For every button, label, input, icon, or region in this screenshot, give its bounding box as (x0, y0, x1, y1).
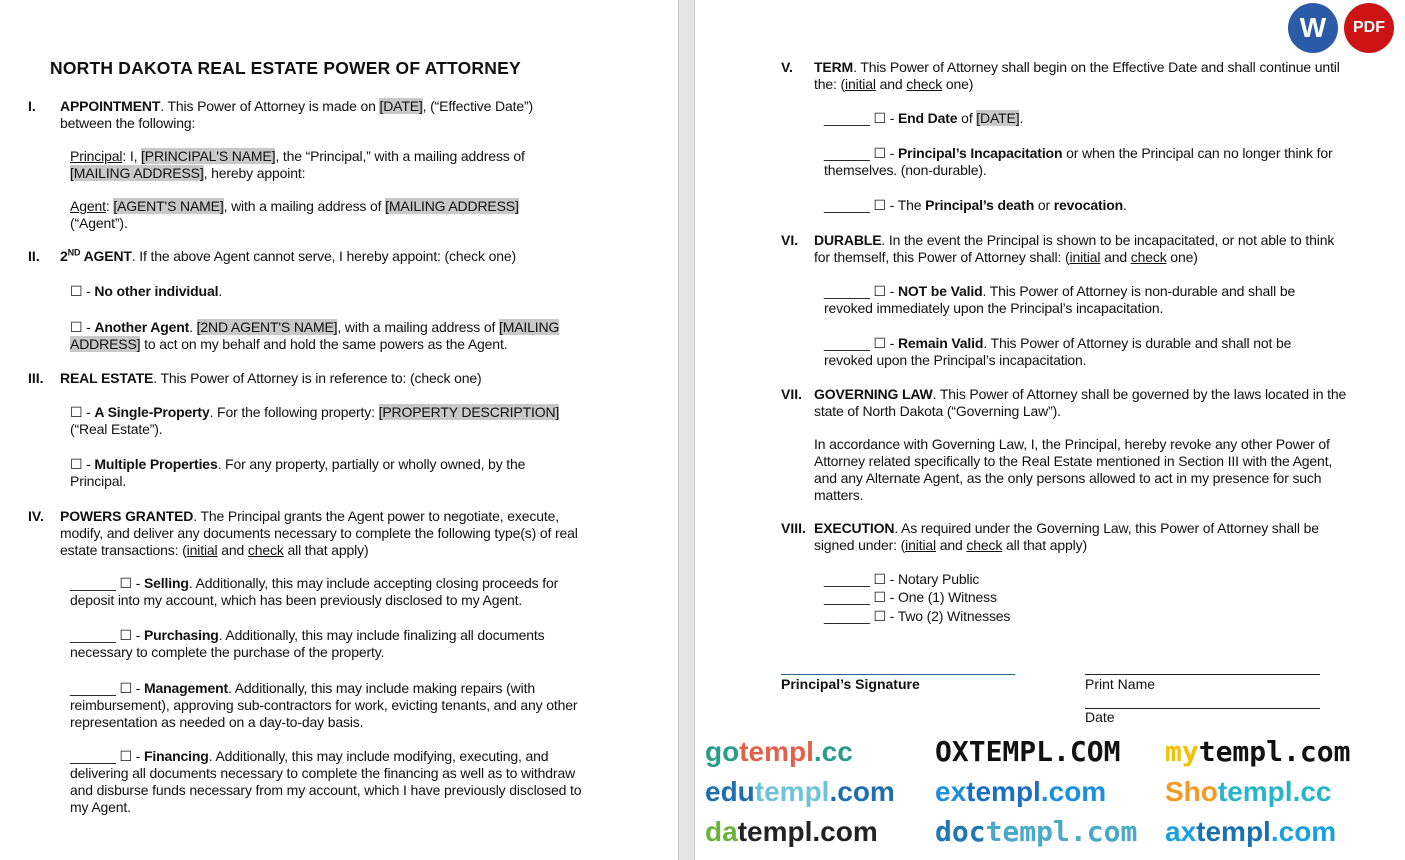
option-one-witness (824, 589, 1124, 606)
placeholder-field[interactable]: [MAILING ADDRESS] (70, 319, 560, 352)
option-notary-public (824, 571, 1124, 588)
text-segment: (“Real Estate”). (70, 421, 163, 437)
left-page (0, 0, 678, 860)
watermark-text: ax (1165, 816, 1197, 847)
text-segment: and (936, 537, 967, 553)
text-segment: ______ ☐ - (824, 283, 898, 299)
text-segment: POWERS GRANTED (60, 508, 194, 524)
text-segment: . Additionally, this may include making repairs (with reimbursement), approving sub-contractors for work, evicting tenants, and any other representation as needed on a day-to-day basis. (70, 680, 578, 730)
watermark-text: templ.com (737, 816, 878, 847)
watermark-text: templ.com (985, 815, 1138, 848)
text-segment: or (1034, 197, 1054, 213)
text-segment: or when the Principal can no longer think for themselves. (non-durable). (824, 145, 1333, 178)
document-title: NORTH DAKOTA REAL ESTATE POWER OF ATTORNEY (50, 58, 521, 78)
text-segment: ______ ☐ - Notary Public (824, 571, 980, 587)
text-segment: TERM (814, 59, 854, 75)
text-segment: 2 (60, 248, 68, 264)
text-segment: ☐ - (70, 404, 95, 420)
section-real-estate (60, 370, 580, 387)
section-number: III. (28, 370, 44, 386)
option-incapacitation (824, 145, 1349, 179)
text-segment: AGENT (80, 248, 132, 264)
text-segment: , with a mailing address of (337, 319, 499, 335)
text-segment: Agent (70, 198, 106, 214)
text-segment: , the “Principal,” with a mailing address of (275, 148, 525, 164)
text-segment: initial (1069, 249, 1101, 265)
text-segment: one) (942, 76, 974, 92)
text-segment: ND (67, 247, 81, 258)
text-segment: ______ ☐ - (824, 335, 898, 351)
text-segment: Principal’s death (925, 197, 1035, 213)
text-segment: ______ ☐ - The (824, 197, 926, 213)
section-number: I. (28, 98, 36, 114)
text-segment: and (217, 542, 248, 558)
watermark-text: go (705, 736, 740, 767)
text-segment: ______ ☐ - One (1) Witness (824, 589, 997, 605)
text-segment: In accordance with Governing Law, I, the Principal, hereby revoke any other Power of Attorney related specifically to the Real Estate mentioned in Section III with the Agent, and any Alternate Agent, as the only persons allowed to act in my presence for such matters. (814, 436, 1333, 503)
text-segment: . This Power of Attorney shall be governed by the laws located in the state of North Dakota (“Governing Law”). (814, 386, 1347, 419)
text-segment: . This Power of Attorney is made on (160, 98, 380, 114)
text-segment: No other individual (94, 283, 219, 299)
watermark-text: edu (705, 776, 755, 807)
text-segment: . This Power of Attorney is durable and shall not be revoked upon the Principal’s incapacitation. (824, 335, 1292, 368)
text-segment: ☐ - (70, 283, 95, 299)
watermark-text: da (705, 816, 738, 847)
watermark-text: templ (1196, 816, 1271, 847)
section-number: II. (28, 248, 40, 264)
placeholder-field[interactable]: [PROPERTY DESCRIPTION] (378, 404, 560, 420)
text-segment: Management (143, 680, 229, 696)
text-segment: one) (1166, 249, 1198, 265)
text-segment: ______ ☐ - Two (2) Witnesses (824, 608, 1011, 624)
text-segment: . (189, 319, 197, 335)
section-term (814, 59, 1349, 93)
option-not-valid (824, 283, 1334, 317)
text-segment: : (105, 198, 114, 214)
text-segment: . This Power of Attorney is non-durable and shall be revoked immediately upon the Principal’s incapacitation. (824, 283, 1296, 316)
text-segment: EXECUTION (814, 520, 895, 536)
governing-law-paragraph (814, 436, 1354, 504)
text-segment: GOVERNING LAW (814, 386, 933, 402)
text-segment: Principal (70, 148, 123, 164)
principal-paragraph (70, 148, 570, 182)
watermark-text: .com (1040, 776, 1107, 807)
text-segment: APPOINTMENT (60, 98, 161, 114)
option-another-agent (70, 319, 600, 353)
text-segment: of (957, 110, 977, 126)
section-number: VII. (781, 386, 803, 402)
section-number: V. (781, 59, 793, 75)
word-logo-text: W (1299, 12, 1327, 43)
option-single-property (70, 404, 600, 438)
watermark-text: doc (935, 815, 986, 848)
text-segment: ☐ - (70, 319, 95, 335)
word-logo (1288, 3, 1338, 53)
agent-paragraph (70, 198, 570, 232)
text-segment: initial (845, 76, 876, 92)
option-purchasing (70, 627, 590, 661)
option-end-date (824, 110, 1324, 127)
page-gutter (678, 0, 695, 860)
text-segment: ______ ☐ - (824, 110, 898, 126)
text-segment: End Date (897, 110, 958, 126)
option-death-revocation (824, 197, 1324, 214)
text-segment: , with a mailing address of (223, 198, 386, 214)
text-segment: . Additionally, this may include finalizing all documents necessary to complete the purchase of the property. (70, 627, 545, 660)
placeholder-field[interactable]: [PRINCIPAL'S NAME] (141, 148, 276, 164)
date-line[interactable] (1085, 708, 1320, 709)
text-segment: . This Power of Attorney is in reference to: (check one) (153, 370, 482, 386)
option-management (70, 680, 580, 731)
text-segment: check (906, 76, 943, 92)
text-segment: . This Power of Attorney shall begin on the Effective Date and shall continue until the: ( (814, 59, 1340, 92)
option-no-other-individual (70, 283, 570, 300)
pdf-logo (1344, 3, 1394, 53)
placeholder-field[interactable]: [DATE] (379, 98, 423, 114)
option-selling (70, 575, 600, 609)
date-label: Date (1085, 709, 1115, 725)
text-segment: check (966, 537, 1003, 553)
placeholder-field[interactable]: [DATE] (976, 110, 1020, 126)
watermark-text: Sho (1165, 776, 1218, 807)
text-segment: all that apply) (1002, 537, 1087, 553)
watermark-text: templ (739, 736, 814, 767)
watermark-text: templ.cc (1217, 776, 1332, 807)
text-segment: Financing (143, 748, 209, 764)
placeholder-field[interactable]: [MAILING ADDRESS] (70, 165, 204, 181)
text-segment: revocation (1053, 197, 1124, 213)
principal-signature-label: Principal’s Signature (781, 676, 920, 692)
option-remain-valid (824, 335, 1334, 369)
text-segment: ______ ☐ - (70, 680, 144, 696)
text-segment: Multiple Properties (94, 456, 218, 472)
section-powers-granted (60, 508, 600, 559)
text-segment: REAL ESTATE (60, 370, 154, 386)
text-segment: to act on my behalf and hold the same powers as the Agent. (140, 336, 508, 352)
text-segment: NOT be Valid (897, 283, 983, 299)
option-multiple-properties (70, 456, 570, 490)
text-segment: . The Principal grants the Agent power to negotiate, execute, modify, and deliver any documents necessary to complete the following type(s) of real estate transactions: ( (60, 508, 578, 558)
text-segment: all that apply) (283, 542, 369, 558)
watermark-text: templ (754, 776, 830, 807)
text-segment: Remain Valid (897, 335, 984, 351)
watermark-text: .com (829, 776, 895, 807)
text-segment: (“Agent”). (70, 215, 128, 231)
text-segment: . In the event the Principal is shown to be incapacitated, or not able to think for themself, this Power of Attorney shall: ( (814, 232, 1335, 265)
print-name-label: Print Name (1085, 676, 1156, 692)
principal-signature-line[interactable] (781, 674, 1015, 675)
section-number: VIII. (781, 520, 806, 536)
placeholder-field[interactable]: [MAILING ADDRESS] (385, 198, 519, 214)
section-2nd-agent (60, 248, 580, 265)
pdf-logo-text: PDF (1353, 19, 1385, 36)
section-durable (814, 232, 1339, 266)
text-segment: , (“Effective Date”) between the following: (60, 98, 533, 131)
text-segment: ______ ☐ - (70, 748, 144, 764)
text-segment: Selling (143, 575, 189, 591)
placeholder-field[interactable]: [2ND AGENT'S NAME] (196, 319, 338, 335)
text-segment: Purchasing (143, 627, 219, 643)
text-segment: Principal’s Incapacitation (897, 145, 1063, 161)
text-segment: : I, (122, 148, 142, 164)
watermark-text: templ (966, 776, 1041, 807)
text-segment: and (1100, 249, 1131, 265)
option-two-witnesses (824, 608, 1124, 625)
watermark-text: my (1165, 735, 1199, 768)
text-segment: check (247, 542, 284, 558)
watermark-text: .cc (813, 736, 853, 767)
watermark-text: templ.com (1198, 735, 1351, 768)
section-governing-law (814, 386, 1349, 420)
section-execution (814, 520, 1344, 554)
text-segment: initial (905, 537, 937, 553)
text-segment: . (218, 283, 223, 299)
section-appointment (60, 98, 580, 132)
section-number: IV. (28, 508, 44, 524)
text-segment: and (875, 76, 907, 92)
text-segment: initial (186, 542, 218, 558)
text-segment: . Additionally, this may include accepting closing proceeds for deposit into my account, which has been previously disclosed to my Agent. (70, 575, 559, 608)
text-segment: . If the above Agent cannot serve, I hereby appoint: (check one) (131, 248, 517, 264)
watermark-text: .com (1270, 816, 1337, 847)
text-segment: A Single-Property (94, 404, 210, 420)
text-segment: . (1019, 110, 1024, 126)
text-segment: . For any property, partially or wholly owned, by the Principal. (70, 456, 526, 489)
option-financing (70, 748, 590, 816)
text-segment: ______ ☐ - (70, 575, 144, 591)
print-name-line[interactable] (1085, 674, 1320, 675)
text-segment: . For the following property: (209, 404, 379, 420)
text-segment: check (1130, 249, 1167, 265)
right-page (695, 0, 1405, 860)
placeholder-field[interactable]: [AGENT'S NAME] (113, 198, 224, 214)
text-segment: , hereby appoint: (203, 165, 306, 181)
text-segment: . (1123, 197, 1127, 213)
text-segment: ______ ☐ - (824, 145, 898, 161)
section-number: VI. (781, 232, 799, 248)
watermark-text: ex (935, 776, 967, 807)
text-segment: DURABLE (814, 232, 882, 248)
text-segment: Another Agent (94, 319, 190, 335)
watermark-text: OXTEMPL.COM (935, 735, 1121, 768)
text-segment: ______ ☐ - (70, 627, 144, 643)
text-segment: . As required under the Governing Law, this Power of Attorney shall be signed under: ( (814, 520, 1319, 553)
text-segment: ☐ - (70, 456, 95, 472)
text-segment: . Additionally, this may include modifying, executing, and delivering all documents necessary to complete the financing as well as to withdraw and disburse funds necessary from my account, which I have previously disclosed to my Agent. (70, 748, 582, 815)
